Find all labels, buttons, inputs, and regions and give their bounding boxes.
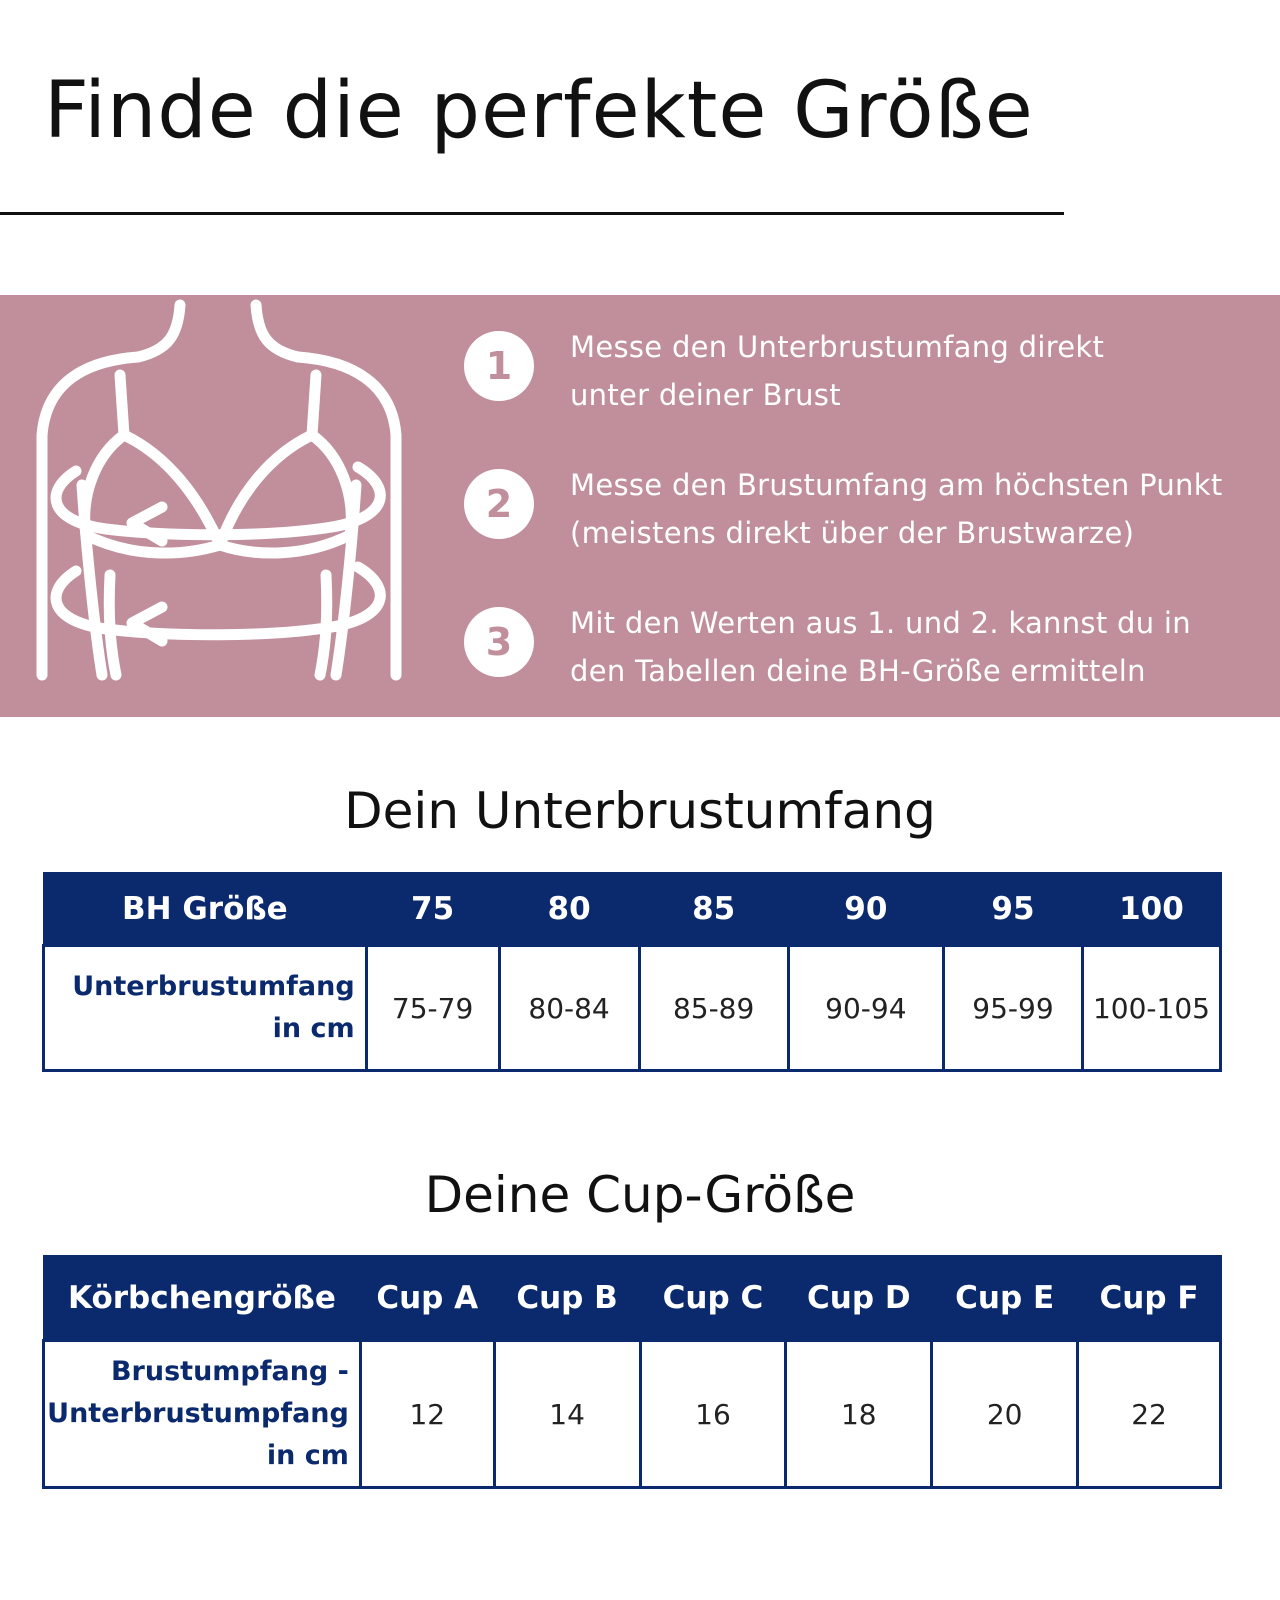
table-cell: 75-79 [366, 946, 499, 1071]
table-header-label: BH Größe [44, 873, 367, 946]
table-header-cell: Cup C [640, 1256, 786, 1341]
table-header-cell: Cup B [494, 1256, 640, 1341]
step-text-line: Mit den Werten aus 1. und 2. kannst du in [570, 606, 1191, 640]
step-text [570, 323, 1104, 419]
table-cell: 100-105 [1082, 946, 1220, 1071]
row-label-line: Unterbrustumfang [72, 971, 355, 1002]
table-cell: 18 [786, 1341, 932, 1488]
table-header-row [44, 1256, 1221, 1341]
table-header-cell: 75 [366, 873, 499, 946]
table-row [44, 1341, 1221, 1488]
row-label [44, 1341, 361, 1488]
underbust-table [42, 872, 1222, 1072]
cup-section-title: Deine Cup-Größe [424, 1166, 856, 1224]
table-cell: 12 [360, 1341, 494, 1488]
row-label [44, 946, 367, 1071]
step-text-line: unter deiner Brust [570, 378, 841, 412]
table-cell: 20 [932, 1341, 1078, 1488]
step-text-line: Messe den Brustumfang am höchsten Punkt [570, 468, 1223, 502]
table-header-cell: 90 [788, 873, 943, 946]
table-header-cell: Cup E [932, 1256, 1078, 1341]
step-text-line: (meistens direkt über der Brustwarze) [570, 516, 1135, 550]
torso-measuring-icon [20, 295, 440, 717]
step-text [570, 461, 1223, 557]
table-cell: 16 [640, 1341, 786, 1488]
table-header-label: Körbchengröße [44, 1256, 361, 1341]
step-text-line: den Tabellen deine BH-Größe ermitteln [570, 654, 1146, 688]
step-3 [464, 607, 1264, 717]
step-number-badge: 3 [464, 607, 534, 677]
row-label-line: in cm [272, 1013, 355, 1044]
table-header-cell: 100 [1082, 873, 1220, 946]
table-header-cell: 85 [639, 873, 788, 946]
underbust-section-title: Dein Unterbrustumfang [344, 782, 936, 840]
instructions-band [0, 295, 1280, 717]
step-text [570, 599, 1191, 695]
table-cell: 80-84 [499, 946, 639, 1071]
table-header-cell: 80 [499, 873, 639, 946]
table-cell: 85-89 [639, 946, 788, 1071]
cup-table [42, 1255, 1222, 1489]
step-2 [464, 469, 1264, 579]
table-cell: 22 [1078, 1341, 1221, 1488]
table-cell: 90-94 [788, 946, 943, 1071]
table-header-cell: Cup F [1078, 1256, 1221, 1341]
table-header-cell: 95 [943, 873, 1082, 946]
title-divider [0, 212, 1064, 215]
step-1 [464, 331, 1264, 441]
table-row [44, 946, 1221, 1071]
page-title: Finde die perfekte Größe [44, 66, 1034, 156]
table-header-cell: Cup D [786, 1256, 932, 1341]
step-text-line: Messe den Unterbrustumfang direkt [570, 330, 1105, 364]
row-label-line: in cm [266, 1440, 349, 1471]
row-label-line: Unterbrustumpfang [47, 1398, 349, 1429]
table-cell: 95-99 [943, 946, 1082, 1071]
row-label-line: Brustumpfang - [110, 1356, 349, 1387]
step-number-badge: 2 [464, 469, 534, 539]
table-cell: 14 [494, 1341, 640, 1488]
table-header-row [44, 873, 1221, 946]
step-number-badge: 1 [464, 331, 534, 401]
table-header-cell: Cup A [360, 1256, 494, 1341]
